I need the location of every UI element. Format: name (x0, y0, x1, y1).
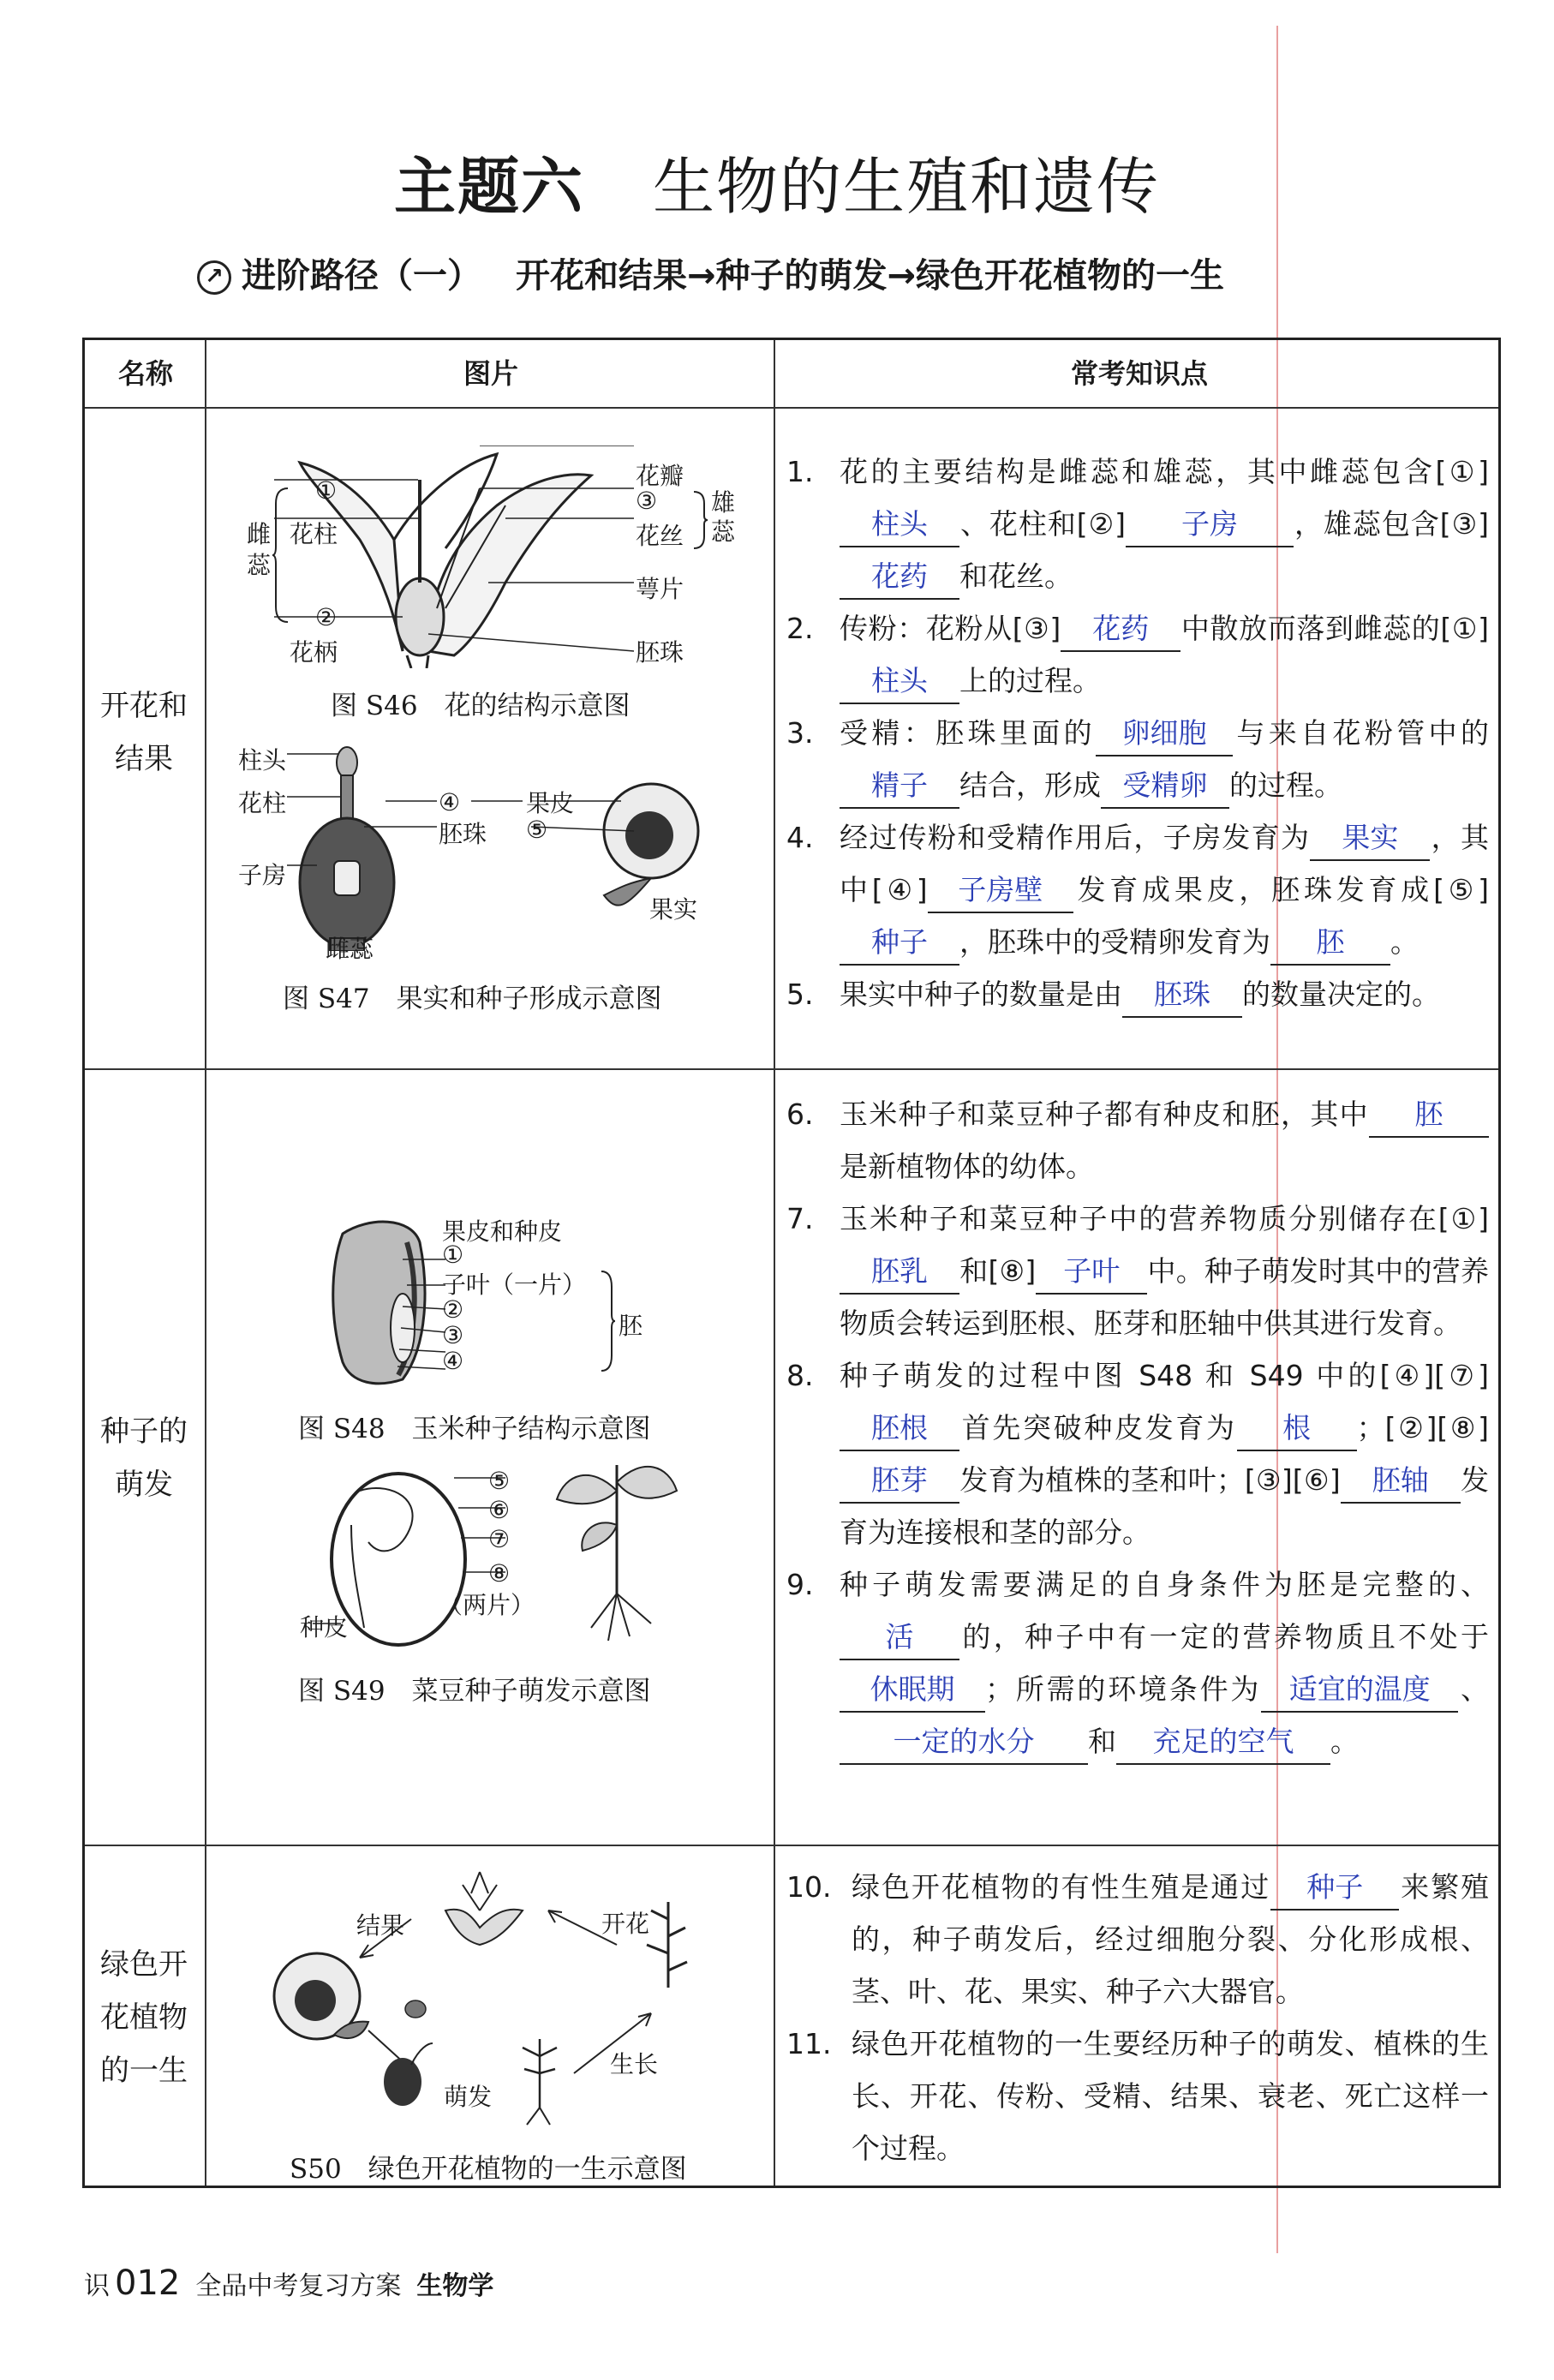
row-divider (85, 1068, 1498, 1070)
s49-label-6: ⑥ (488, 1496, 511, 1524)
s50-label-germination: 萌发 (444, 2083, 493, 2111)
s47-label-ovule: 胚珠 (439, 820, 487, 848)
s49-label-7: ⑦ (488, 1525, 511, 1553)
answer-blank[interactable]: 种子 (1270, 1866, 1399, 1911)
answer-blank[interactable]: 子房 (1126, 503, 1294, 547)
col-divider (774, 340, 775, 2186)
s47-caption: 图 S47 果实和种子形成示意图 (283, 984, 662, 1014)
point-2: 2. 传粉：花粉从[③] 花药 中散放而落到雌蕊的[①]柱头 上的过程。 (786, 602, 1489, 707)
answer-blank[interactable]: 花药 (840, 555, 959, 600)
answer-blank[interactable]: 果实 (1310, 816, 1430, 861)
s48-label-2: ② (442, 1295, 464, 1324)
s48-label-3: ③ (442, 1321, 464, 1349)
s47-label-pistil: 雌蕊 (326, 935, 374, 963)
s49-label-5: ⑤ (488, 1467, 511, 1495)
book-title: 全品中考复习方案 (195, 2271, 402, 2301)
row-name-flowering: 开花和 结果 (100, 689, 188, 776)
point-6: 6. 玉米种子和菜豆种子都有种皮和胚，其中 胚是新植物体的幼体。 (786, 1088, 1489, 1193)
s46-label-petal: 花瓣 (636, 462, 684, 490)
s46-label-filament: 花丝 (636, 522, 684, 550)
answer-blank[interactable]: 柱头 (840, 503, 959, 547)
s47-label-4: ④ (439, 788, 461, 816)
answer-blank[interactable]: 胚芽 (840, 1459, 959, 1504)
table-header (85, 340, 1498, 409)
header-points: 常考知识点 (1070, 357, 1208, 390)
point-11: 11. 绿色开花植物的一生要经历种子的萌发、植株的生长、开花、传粉、受精、结果、衰老、死亡这样一个过程。 (786, 2027, 1489, 2165)
answer-blank[interactable]: 活 (840, 1616, 959, 1660)
row-name-germination: 种子的 萌发 (100, 1414, 188, 1502)
point-9: 9. 种子萌发需要满足的自身条件为胚是完整的、活 的，种子中有一定的营养物质且不处于休眠期 ；所需的环境条件为 适宜的温度 、一定的水分 和 充足的空气 。 (786, 1558, 1489, 1767)
s47-label-5: ⑤ (526, 816, 548, 844)
answer-blank[interactable]: 充足的空气 (1116, 1720, 1330, 1765)
answer-blank[interactable]: 子叶 (1036, 1250, 1147, 1295)
row-name-lifecycle: 绿色开 花植物 的一生 (100, 1947, 188, 2088)
topic-label: 开花和结果→种子的萌发→绿色开花植物的一生 (516, 256, 1225, 296)
s46-label-2: ② (315, 603, 338, 631)
answer-blank[interactable]: 柱头 (840, 660, 959, 704)
s46-caption: 图 S46 花的结构示意图 (331, 691, 631, 721)
answer-blank[interactable]: 胚乳 (840, 1250, 959, 1295)
pistil-brace (272, 487, 290, 624)
page-title: 主题六 生物的生殖和遗传 (393, 151, 1161, 223)
answer-blank[interactable]: 精子 (840, 764, 959, 809)
s46-label-ovule: 胚珠 (636, 638, 684, 667)
points-row-1 (786, 446, 1489, 1020)
s49-label-seedcoat: 种皮 (300, 1613, 349, 1641)
row-divider (85, 1845, 1498, 1846)
subtitle (197, 248, 1224, 297)
s47-label-fruit: 果实 (649, 895, 698, 924)
s48-label-embryo: 胚 (619, 1312, 643, 1340)
s46-label-pedicel: 花柄 (290, 638, 338, 667)
header-picture: 图片 (463, 357, 518, 390)
answer-blank[interactable]: 卵细胞 (1096, 712, 1233, 756)
s49-label-two: （两片） (439, 1591, 535, 1619)
subject-label: 生物学 (416, 2271, 494, 2301)
point-3: 3. 受精：胚珠里面的 卵细胞 与来自花粉管中的精子 结合，形成 受精卵 的过程。 (786, 707, 1489, 811)
answer-blank[interactable]: 胚轴 (1341, 1459, 1461, 1504)
s46-label-pistil: 雌蕊 (247, 520, 272, 579)
header-name: 名称 (117, 357, 173, 390)
s46-label-stamen: 雄蕊 (711, 488, 736, 546)
answer-blank[interactable]: 胚 (1270, 921, 1390, 966)
s50-label-growth: 生长 (610, 2050, 659, 2078)
s48-caption: 图 S48 玉米种子结构示意图 (298, 1414, 651, 1444)
answer-blank[interactable]: 胚 (1369, 1093, 1489, 1138)
embryo-brace (600, 1270, 615, 1372)
page-number: 012 (115, 2263, 181, 2303)
s47-label-stigma: 柱头 (238, 746, 287, 774)
arrow-circle-icon: ↗ (197, 260, 231, 295)
s47-label-style: 花柱 (238, 789, 287, 817)
col-divider (205, 340, 206, 2186)
answer-blank[interactable]: 受精卵 (1101, 764, 1229, 809)
point-5: 5. 果实中种子的数量是由 胚珠 的数量决定的。 (786, 968, 1489, 1020)
answer-blank[interactable]: 根 (1237, 1407, 1357, 1451)
s46-label-style: 花柱 (290, 520, 338, 548)
answer-blank[interactable]: 花药 (1061, 607, 1180, 652)
point-7: 7. 玉米种子和菜豆种子中的营养物质分别储存在[①]胚乳 和[⑧] 子叶 中。种子萌发时其中的营养物质会转运到胚根、胚芽和胚轴中供其进行发育。 (786, 1202, 1489, 1340)
points-row-2 (786, 1088, 1489, 1767)
s47-label-ovary: 子房 (238, 861, 287, 889)
answer-blank[interactable]: 一定的水分 (840, 1720, 1088, 1765)
answer-blank[interactable]: 胚珠 (1122, 973, 1242, 1018)
s50-label-flowering: 开花 (601, 1910, 650, 1938)
points-row-3 (786, 1861, 1489, 2174)
point-10: 10. 绿色开花植物的有性生殖是通过 种子 来繁殖的，种子萌发后，经过细胞分裂、分化形成根、茎、叶、花、果实、种子六大器官。 (786, 1861, 1489, 2018)
answer-blank[interactable]: 适宜的温度 (1261, 1668, 1458, 1713)
answer-blank[interactable]: 休眠期 (840, 1668, 985, 1713)
answer-blank[interactable]: 胚根 (840, 1407, 959, 1451)
point-1: 1. 花的主要结构是雌蕊和雄蕊，其中雌蕊包含[①]柱头 、花柱和[②] 子房 ，雄蕊包含[③]花药 和花丝。 (786, 446, 1489, 602)
answer-blank[interactable]: 子房壁 (928, 869, 1073, 913)
s48-label-coat: 果皮和种皮 (442, 1217, 563, 1246)
stamen-brace (692, 490, 708, 550)
s49-caption: 图 S49 菜豆种子萌发示意图 (298, 1676, 651, 1707)
s47-label-pericarp: 果皮 (526, 789, 575, 817)
s49-label-8: ⑧ (488, 1559, 511, 1588)
s46-label-sepal: 萼片 (636, 575, 684, 603)
answer-blank[interactable]: 种子 (840, 921, 959, 966)
s46-label-3: ③ (636, 487, 658, 515)
point-4: 4. 经过传粉和受精作用后，子房发育为 果实 ，其中[④] 子房壁 发育成果皮，胚珠发育成[⑤]种子 ，胚珠中的受精卵发育为 胚 。 (786, 811, 1489, 968)
s48-label-4: ④ (442, 1347, 464, 1375)
page-footer: 识 012 全品中考复习方案 生物学 (84, 2263, 494, 2303)
s46-label-1: ① (315, 476, 338, 505)
s50-caption: S50 绿色开花植物的一生示意图 (290, 2154, 687, 2185)
path-label: 进阶路径（一） (242, 256, 481, 296)
s48-label-1: ① (442, 1241, 464, 1269)
s50-label-fruiting: 结果 (356, 1911, 405, 1940)
s48-label-cotyledon: 子叶（一片） (442, 1271, 587, 1299)
point-8: 8. 种子萌发的过程中图 S48 和 S49 中的[④][⑦]胚根 首先突破种皮发育为 根 ；[②][⑧]胚芽 发育为植株的茎和叶；[③][⑥] 胚轴 发育为连接根和茎的部分。 (786, 1359, 1490, 1549)
